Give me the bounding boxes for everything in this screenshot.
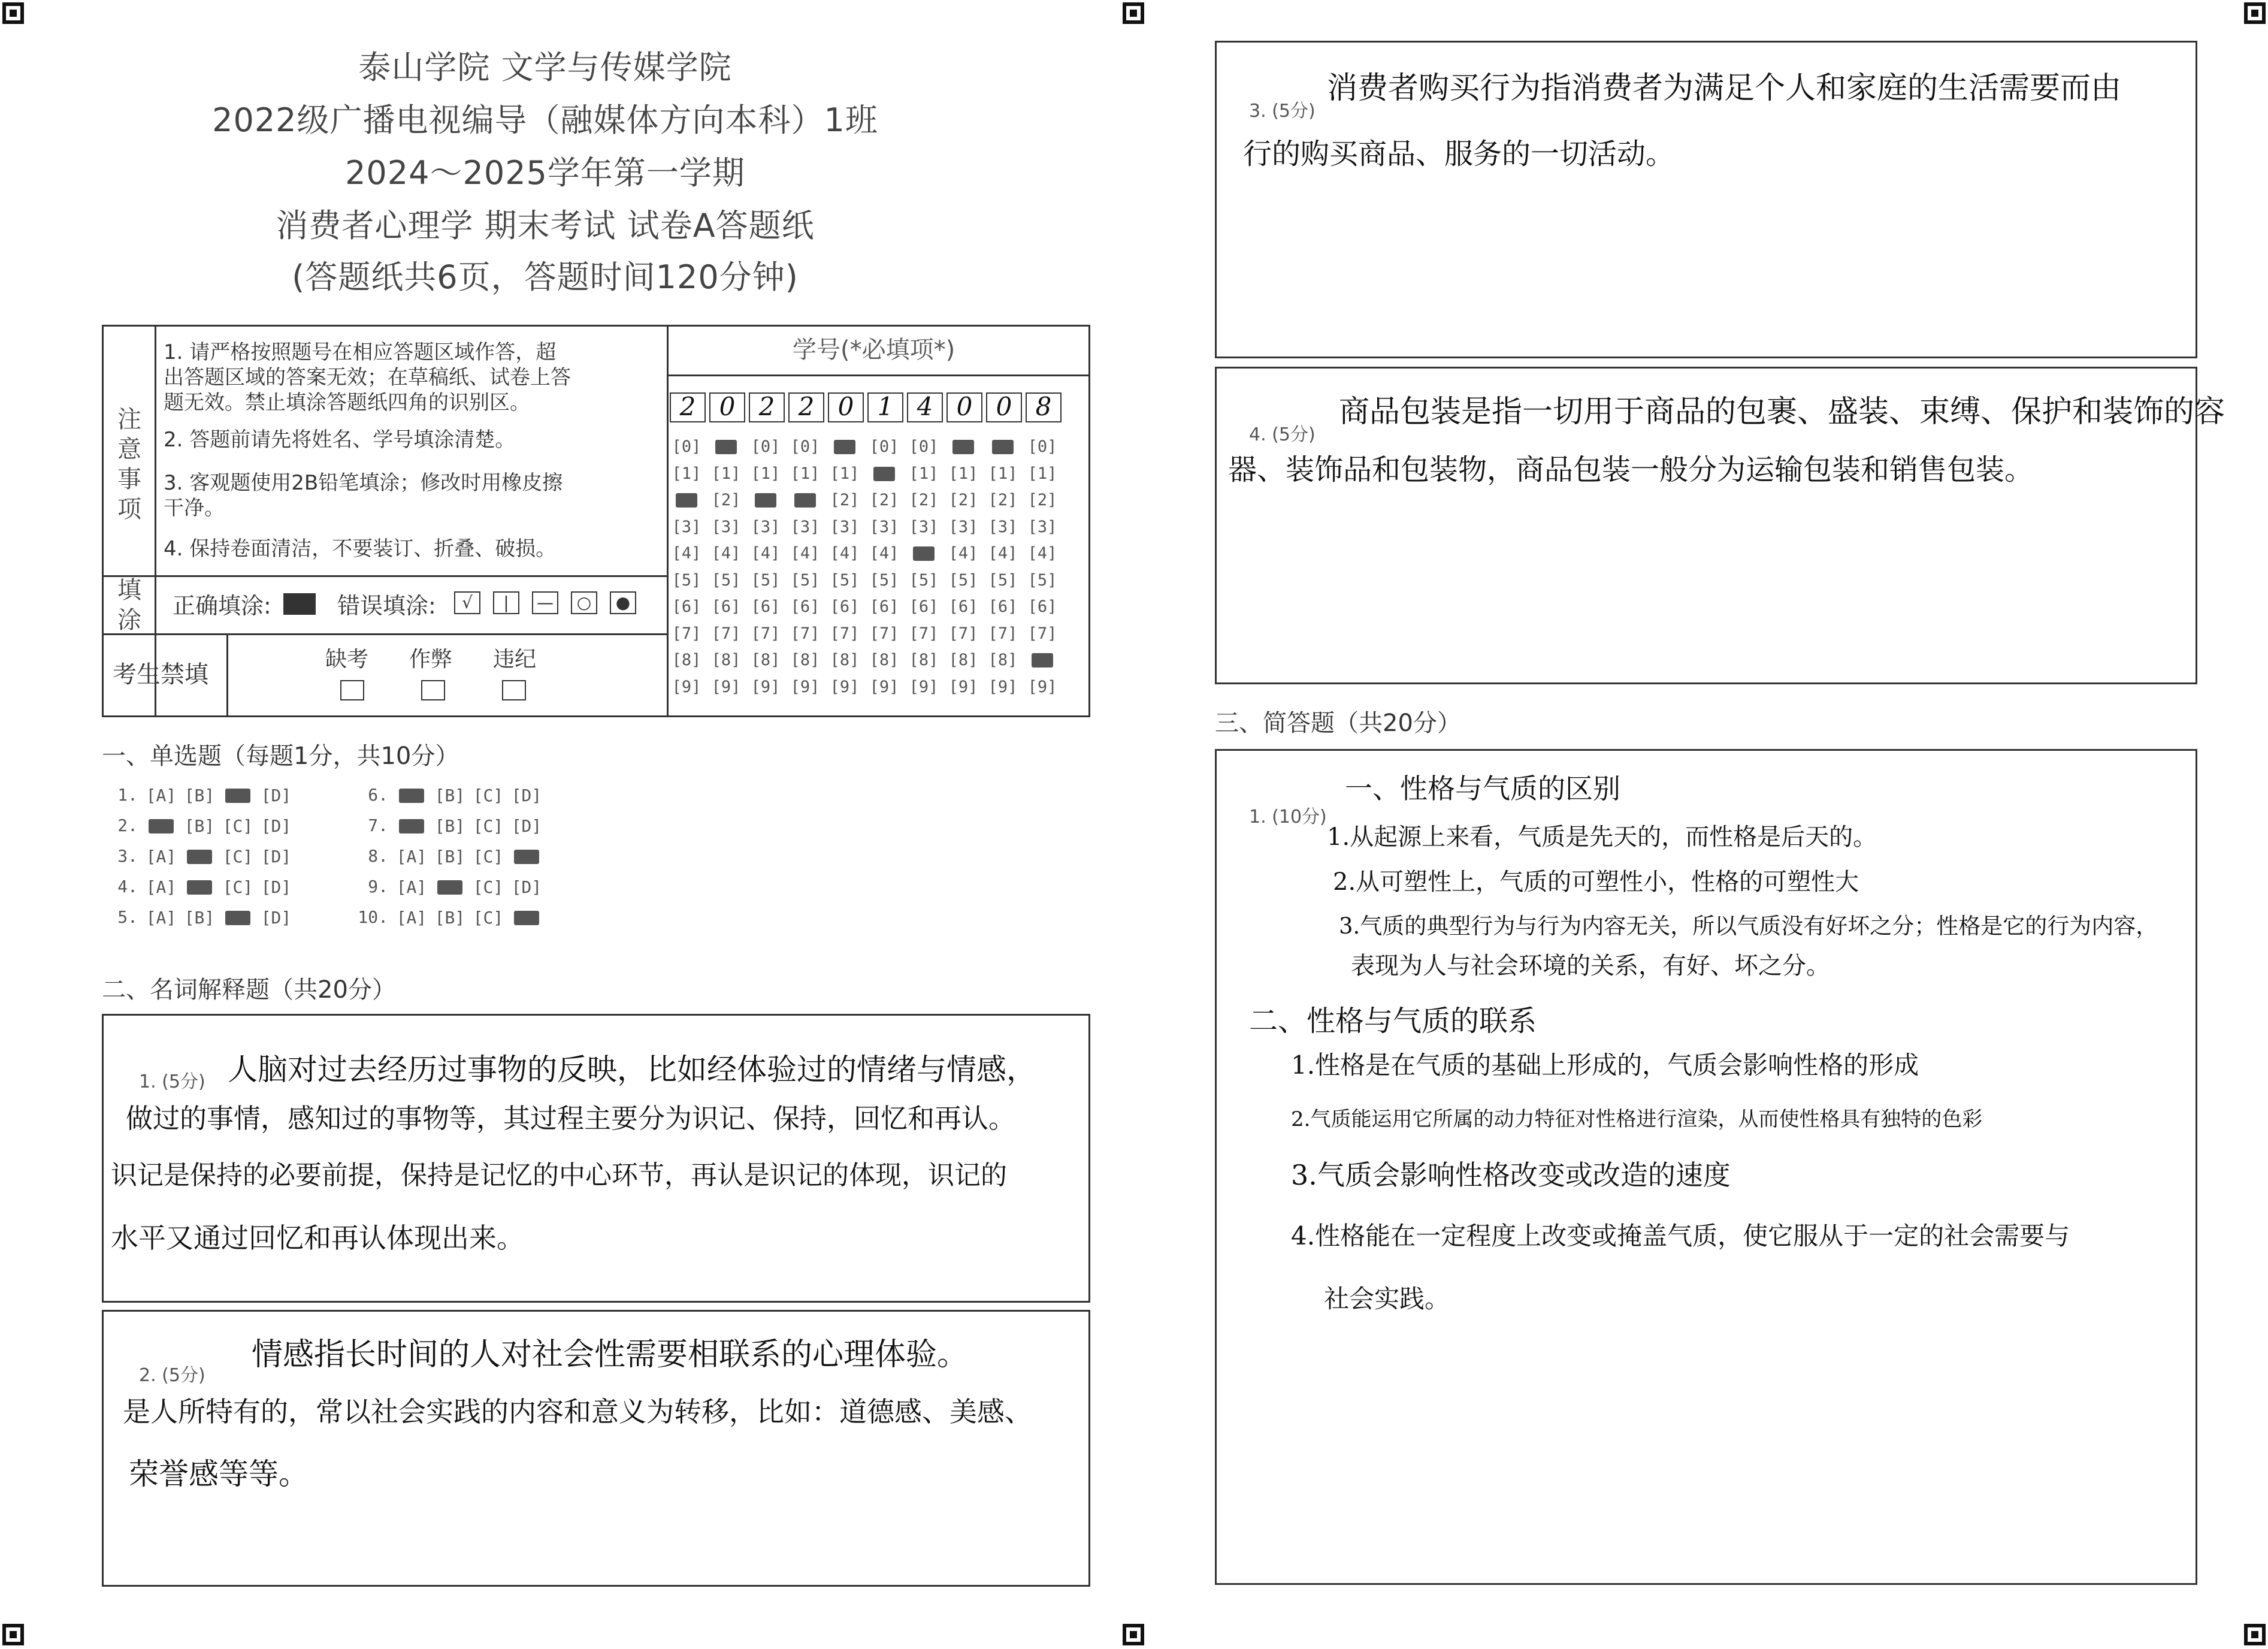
student-id-bubble[interactable]: [4] xyxy=(869,544,899,563)
choice-bubble-filled[interactable] xyxy=(433,877,467,898)
q1-answer-line: 人脑对过去经历过事物的反映，比如经体验过的情绪与情感， xyxy=(228,1052,1036,1087)
student-id-bubble[interactable]: [1] xyxy=(948,464,978,483)
choice-bubble[interactable]: [C] xyxy=(222,816,253,836)
student-id-bubble[interactable]: [1] xyxy=(1027,464,1057,483)
student-id-bubble[interactable]: [5] xyxy=(948,570,978,590)
student-id-bubble-filled[interactable] xyxy=(788,488,822,512)
wrong-mark-dash: — xyxy=(532,591,558,614)
student-id-bubble[interactable]: [7] xyxy=(711,624,741,643)
question-number: 6. xyxy=(368,785,388,805)
q1-answer-line: 水平又通过回忆和再认体现出来。 xyxy=(111,1222,524,1254)
student-id-bubble-filled[interactable] xyxy=(670,488,703,512)
student-id-bubble[interactable]: [3] xyxy=(909,517,939,536)
corner-marker-top-center xyxy=(1123,2,1144,24)
question-number: 2. xyxy=(117,816,138,835)
notice-item: 题无效。禁止填涂答题纸四角的识别区。 xyxy=(164,391,530,415)
student-id-bubble[interactable]: [1] xyxy=(790,464,820,483)
violation-label: 违纪 xyxy=(493,647,537,672)
wrong-fill-label: 错误填涂: xyxy=(337,593,436,619)
choice-bubble-filled[interactable] xyxy=(220,907,255,929)
absent-label: 缺考 xyxy=(325,647,369,672)
student-id-bubble[interactable]: [7] xyxy=(909,624,939,643)
student-id-bubble[interactable]: [0] xyxy=(790,437,820,456)
student-id-bubble[interactable]: [7] xyxy=(948,624,978,643)
choice-bubble[interactable]: [D] xyxy=(511,877,542,897)
short-q1-line: 二、性格与气质的联系 xyxy=(1249,1004,1537,1038)
semester-title: 2024～2025学年第一学期 xyxy=(345,154,745,192)
question-number: 8. xyxy=(368,846,388,866)
student-id-bubble[interactable]: [7] xyxy=(1027,624,1057,643)
choice-bubble[interactable]: [A] xyxy=(146,908,177,928)
student-id-bubble[interactable]: [9] xyxy=(751,677,781,696)
violation-checkbox[interactable] xyxy=(502,680,526,700)
student-id-bubble[interactable]: [5] xyxy=(830,570,860,590)
choice-bubble-filled[interactable] xyxy=(220,785,255,807)
choice-bubble[interactable]: [B] xyxy=(434,816,465,836)
question-number: 10. xyxy=(358,907,388,927)
student-id-digit: 0 xyxy=(709,392,745,422)
notice-item: 2. 答题前请先将姓名、学号填涂清楚。 xyxy=(164,428,516,452)
student-id-bubble[interactable]: [1] xyxy=(672,464,701,483)
student-id-bubble[interactable]: [3] xyxy=(869,517,899,536)
choice-bubble[interactable]: [A] xyxy=(146,847,177,866)
student-id-bubble-filled[interactable] xyxy=(986,435,1020,459)
choice-bubble-filled[interactable] xyxy=(182,877,217,898)
student-id-bubble[interactable]: [5] xyxy=(711,570,741,590)
student-id-bubble[interactable]: [3] xyxy=(1027,517,1057,536)
student-id-bubble[interactable]: [2] xyxy=(711,491,741,509)
student-id-bubble[interactable]: [4] xyxy=(790,544,820,563)
student-id-bubble[interactable]: [2] xyxy=(948,491,978,509)
student-id-bubble[interactable]: [8] xyxy=(948,651,978,669)
choice-bubble[interactable]: [A] xyxy=(146,877,177,897)
student-id-bubble[interactable]: [5] xyxy=(790,570,820,590)
choice-bubble[interactable]: [C] xyxy=(222,847,253,866)
student-id-digit: 4 xyxy=(907,392,943,422)
student-id-bubble[interactable]: [2] xyxy=(830,491,860,509)
corner-marker-bottom-right xyxy=(2244,1624,2266,1645)
short-q1-label: 1. (10分) xyxy=(1249,807,1327,827)
student-id-bubble[interactable]: [4] xyxy=(711,544,741,563)
corner-marker-bottom-center xyxy=(1123,1624,1144,1645)
student-id-bubble[interactable]: [8] xyxy=(790,651,820,669)
choice-bubble[interactable]: [B] xyxy=(184,816,215,836)
corner-marker-top-right xyxy=(2244,2,2266,24)
choice-bubble[interactable]: [D] xyxy=(511,786,542,805)
student-id-bubble-filled[interactable] xyxy=(946,435,980,459)
student-id-bubble[interactable]: [4] xyxy=(672,544,701,563)
wrong-mark-check: √ xyxy=(454,591,480,614)
student-id-bubble[interactable]: [1] xyxy=(988,464,1018,483)
exam-title: 消费者心理学 期末考试 试卷A答题纸 xyxy=(276,207,815,244)
student-id-bubble[interactable]: [4] xyxy=(988,544,1018,563)
student-id-bubble[interactable]: [8] xyxy=(672,651,701,669)
notice-item: 1. 请严格按照题号在相应答题区域作答，超 xyxy=(164,340,557,364)
student-id-digit: 2 xyxy=(788,392,824,422)
student-id-bubble[interactable]: [0] xyxy=(672,437,701,456)
student-id-bubble[interactable]: [2] xyxy=(1027,491,1057,509)
choice-bubble[interactable]: [C] xyxy=(222,877,253,897)
short-q1-line: 3.气质的典型行为与行为内容无关，所以气质没有好坏之分；性格是它的行为内容， xyxy=(1339,913,2158,939)
student-id-bubble[interactable]: [9] xyxy=(909,677,939,696)
student-id-bubble[interactable]: [8] xyxy=(751,651,781,669)
question-number: 4. xyxy=(117,877,138,896)
choice-bubble[interactable]: [C] xyxy=(473,786,504,805)
choice-bubble-filled[interactable] xyxy=(394,816,429,837)
student-id-bubble[interactable]: [2] xyxy=(909,491,939,509)
student-id-label: 学号(*必填项*) xyxy=(793,336,955,364)
choice-bubble[interactable]: [A] xyxy=(396,908,427,928)
student-id-bubble[interactable]: [1] xyxy=(909,464,939,483)
class-title: 2022级广播电视编导（融媒体方向本科）1班 xyxy=(212,101,878,139)
student-id-bubble[interactable]: [3] xyxy=(751,517,781,536)
corner-marker-bottom-left xyxy=(2,1624,24,1645)
student-id-bubble[interactable]: [9] xyxy=(869,677,899,696)
notice-table xyxy=(102,325,1090,717)
notice-item: 干净。 xyxy=(164,496,225,520)
short-q1-line: 1.性格是在气质的基础上形成的，气质会影响性格的形成 xyxy=(1291,1050,1919,1080)
student-id-digit: 1 xyxy=(867,392,903,422)
student-id-bubble[interactable]: [7] xyxy=(869,624,899,643)
question-number: 9. xyxy=(368,877,388,896)
student-id-bubble[interactable]: [0] xyxy=(869,437,899,456)
correct-fill-example xyxy=(283,593,316,615)
student-id-bubble[interactable]: [6] xyxy=(988,597,1018,616)
student-id-bubble[interactable]: [9] xyxy=(1027,677,1057,696)
choice-bubble[interactable]: [A] xyxy=(146,786,177,805)
student-id-bubble[interactable]: [4] xyxy=(751,544,781,563)
section1-title: 一、单选题（每题1分，共10分） xyxy=(102,742,459,770)
student-id-bubble[interactable]: [6] xyxy=(869,597,899,616)
student-id-bubble-filled[interactable] xyxy=(907,542,941,566)
student-id-bubble[interactable]: [6] xyxy=(830,597,860,616)
student-id-digit: 0 xyxy=(828,392,864,422)
student-id-bubble[interactable]: [3] xyxy=(790,517,820,536)
choice-bubble-filled[interactable] xyxy=(509,907,544,929)
student-id-digit: 2 xyxy=(670,392,706,422)
short-q1-line: 3.气质会影响性格改变或改造的速度 xyxy=(1291,1159,1731,1191)
cheating-label: 作弊 xyxy=(409,647,453,672)
student-id-bubble[interactable]: [9] xyxy=(790,677,820,696)
student-id-bubble[interactable]: [3] xyxy=(830,517,860,536)
student-id-bubble-filled[interactable] xyxy=(1026,648,1059,672)
choice-bubble-filled[interactable] xyxy=(144,816,179,837)
student-id-bubble[interactable]: [6] xyxy=(790,597,820,616)
q4-answer-line: 器、装饰品和包装物，商品包装一般分为运输包装和销售包装。 xyxy=(1228,453,2034,487)
student-id-digit: 2 xyxy=(749,392,785,422)
q1-answer-line: 识记是保持的必要前提，保持是记忆的中心环节，再认是识记的体现，识记的 xyxy=(111,1160,1007,1191)
choice-bubble[interactable]: [D] xyxy=(261,847,292,866)
student-id-bubble[interactable]: [8] xyxy=(909,651,939,669)
section2-title: 二、名词解释题（共20分） xyxy=(102,976,396,1004)
student-id-bubble[interactable]: [0] xyxy=(751,437,781,456)
q2-answer-line: 是人所特有的，常以社会实践的内容和意义为转移，比如：道德感、美感、 xyxy=(123,1396,1032,1428)
choice-bubble[interactable]: [C] xyxy=(473,847,504,866)
student-id-bubble[interactable]: [7] xyxy=(751,624,781,643)
student-id-bubble[interactable]: [7] xyxy=(988,624,1018,643)
student-id-bubble[interactable]: [4] xyxy=(1027,544,1057,563)
short-q1-line: 表现为人与社会环境的关系，有好、坏之分。 xyxy=(1351,952,1830,980)
student-id-bubble[interactable]: [8] xyxy=(988,651,1018,669)
choice-bubble[interactable]: [B] xyxy=(434,847,465,866)
forbidden-label: 考生禁填 xyxy=(113,661,208,688)
correct-fill-label: 正确填涂: xyxy=(173,593,271,619)
q4-label: 4. (5分) xyxy=(1249,424,1316,445)
student-id-bubble[interactable]: [5] xyxy=(672,570,701,590)
student-id-bubble[interactable]: [7] xyxy=(672,624,701,643)
student-id-bubble[interactable]: [0] xyxy=(1027,437,1057,456)
student-id-bubble[interactable]: [2] xyxy=(869,491,899,509)
choice-bubble[interactable]: [A] xyxy=(396,847,427,866)
student-id-bubble[interactable]: [9] xyxy=(830,677,860,696)
q1-label: 1. (5分) xyxy=(139,1071,205,1092)
choice-bubble-filled[interactable] xyxy=(509,846,544,868)
question-number: 5. xyxy=(117,907,138,927)
student-id-bubble[interactable]: [3] xyxy=(988,517,1018,536)
student-id-bubble[interactable]: [6] xyxy=(1027,597,1057,616)
q4-answer-line: 商品包装是指一切用于商品的包裹、盛装、束缚、保护和装饰的容 xyxy=(1339,394,2225,430)
wrong-mark-circle: ○ xyxy=(571,591,597,614)
q2-answer-line: 荣誉感等等。 xyxy=(129,1457,309,1491)
student-id-bubble[interactable]: [8] xyxy=(711,651,741,669)
student-id-bubble-filled[interactable] xyxy=(709,435,743,459)
choice-bubble[interactable]: [B] xyxy=(434,908,465,928)
choice-bubble[interactable]: [C] xyxy=(473,877,504,897)
student-id-bubble[interactable]: [1] xyxy=(711,464,741,483)
student-id-bubble-filled[interactable] xyxy=(867,462,901,486)
student-id-bubble[interactable]: [7] xyxy=(830,624,860,643)
student-id-digit: 0 xyxy=(986,392,1022,422)
choice-bubble[interactable]: [B] xyxy=(184,786,215,805)
student-id-bubble[interactable]: [1] xyxy=(830,464,860,483)
notice-item: 4. 保持卷面清洁，不要装订、折叠、破损。 xyxy=(164,537,557,561)
fill-side-label: 填 涂 xyxy=(117,576,141,634)
student-id-bubble[interactable]: [4] xyxy=(830,544,860,563)
student-id-bubble[interactable]: [6] xyxy=(672,597,701,616)
short-q1-line: 一、性格与气质的区别 xyxy=(1345,772,1620,805)
student-id-bubble[interactable]: [0] xyxy=(909,437,939,456)
student-id-bubble[interactable]: [5] xyxy=(988,570,1018,590)
student-id-bubble[interactable]: [6] xyxy=(711,597,741,616)
student-id-bubble[interactable]: [8] xyxy=(830,651,860,669)
question-number: 1. xyxy=(117,785,138,805)
student-id-bubble[interactable]: [1] xyxy=(751,464,781,483)
short-q1-line: 2.从可塑性上，气质的可塑性小，性格的可塑性大 xyxy=(1333,868,1859,896)
notice-item: 出答题区域的答案无效；在草稿纸、试卷上答 xyxy=(164,366,571,389)
student-id-bubble[interactable]: [3] xyxy=(948,517,978,536)
student-id-bubble[interactable]: [9] xyxy=(988,677,1018,696)
q3-answer-line: 消费者购买行为指消费者为满足个人和家庭的生活需要而由 xyxy=(1327,71,2122,106)
short-q1-line: 社会实践。 xyxy=(1324,1284,1450,1313)
choice-bubble-filled[interactable] xyxy=(394,785,429,807)
short-q1-line: 2.气质能运用它所属的动力特征对性格进行渲染，从而使性格具有独特的色彩 xyxy=(1291,1107,1983,1131)
notice-side-label: 注 意 事 项 xyxy=(117,406,141,523)
choice-bubble[interactable]: [B] xyxy=(184,908,215,928)
student-id-bubble[interactable]: [5] xyxy=(1027,570,1057,590)
question-number: 3. xyxy=(117,846,138,866)
choice-bubble[interactable]: [C] xyxy=(473,816,504,836)
student-id-bubble[interactable]: [5] xyxy=(869,570,899,590)
corner-marker-top-left xyxy=(2,2,24,24)
choice-bubble[interactable]: [B] xyxy=(434,786,465,805)
student-id-bubble[interactable]: [7] xyxy=(790,624,820,643)
q2-answer-line: 情感指长时间的人对社会性需要相联系的心理体验。 xyxy=(252,1337,969,1373)
student-id-digit: 8 xyxy=(1026,392,1062,422)
student-id-bubble[interactable]: [9] xyxy=(711,677,741,696)
notice-item: 3. 客观题使用2B铅笔填涂；修改时用橡皮擦 xyxy=(164,471,563,495)
school-title: 泰山学院 文学与传媒学院 xyxy=(358,49,732,86)
choice-bubble[interactable]: [D] xyxy=(511,816,542,836)
short-q1-line: 4.性格能在一定程度上改变或掩盖气质，使它服从于一定的社会需要与 xyxy=(1291,1221,2070,1251)
exam-info: (答题纸共6页，答题时间120分钟) xyxy=(292,258,799,296)
student-id-bubble-filled[interactable] xyxy=(828,435,861,459)
q3-label: 3. (5分) xyxy=(1249,101,1316,122)
q1-answer-line: 做过的事情，感知过的事物等，其过程主要分为识记、保持，回忆和再认。 xyxy=(126,1103,1016,1134)
wrong-mark-bar: | xyxy=(493,591,519,614)
question-number: 7. xyxy=(368,816,388,835)
choice-bubble[interactable]: [A] xyxy=(396,877,427,897)
choice-bubble[interactable]: [D] xyxy=(261,816,292,836)
student-id-bubble[interactable]: [8] xyxy=(869,651,899,669)
section3-title: 三、简答题（共20分） xyxy=(1215,709,1461,737)
choice-bubble[interactable]: [C] xyxy=(473,908,504,928)
student-id-bubble-filled[interactable] xyxy=(749,488,782,512)
student-id-bubble[interactable]: [5] xyxy=(909,570,939,590)
wrong-mark-dot: ● xyxy=(610,591,636,614)
choice-bubble[interactable]: [D] xyxy=(261,908,292,928)
student-id-bubble[interactable]: [2] xyxy=(988,491,1018,509)
student-id-bubble[interactable]: [3] xyxy=(672,517,701,536)
student-id-digit: 0 xyxy=(946,392,982,422)
short-q1-line: 1.从起源上来看，气质是先天的，而性格是后天的。 xyxy=(1327,823,1877,851)
student-id-bubble[interactable]: [5] xyxy=(751,570,781,590)
q3-answer-line: 行的购买商品、服务的一切活动。 xyxy=(1243,137,1675,171)
q2-label: 2. (5分) xyxy=(139,1365,205,1386)
choice-bubble[interactable]: [D] xyxy=(261,786,292,805)
student-id-bubble[interactable]: [3] xyxy=(711,517,741,536)
choice-bubble-filled[interactable] xyxy=(182,846,217,868)
student-id-bubble[interactable]: [9] xyxy=(672,677,701,696)
student-id-bubble[interactable]: [4] xyxy=(948,544,978,563)
cheating-checkbox[interactable] xyxy=(421,680,445,700)
student-id-bubble[interactable]: [9] xyxy=(948,677,978,696)
student-id-bubble[interactable]: [6] xyxy=(948,597,978,616)
student-id-bubble[interactable]: [6] xyxy=(751,597,781,616)
choice-bubble[interactable]: [D] xyxy=(261,877,292,897)
absent-checkbox[interactable] xyxy=(340,680,364,700)
student-id-bubble[interactable]: [6] xyxy=(909,597,939,616)
